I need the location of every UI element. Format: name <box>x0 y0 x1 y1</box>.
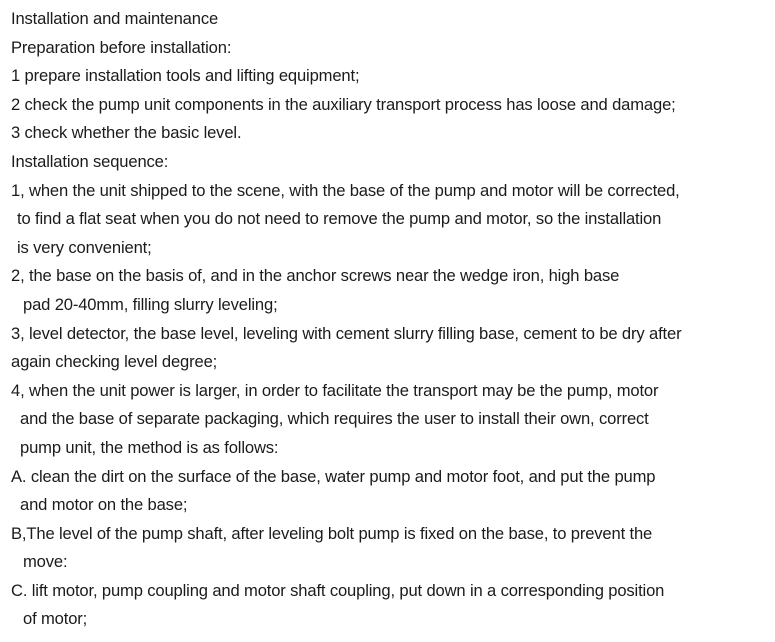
text-line: pump unit, the method is as follows: <box>20 437 279 457</box>
text-line: to find a flat seat when you do not need to remove the pump and motor, so the installation <box>17 209 662 229</box>
text-line: is very convenient; <box>17 237 152 257</box>
text-line: 1 prepare installation tools and lifting equipment; <box>11 66 360 86</box>
text-line: 2, the base on the basis of, and in the anchor screws near the wedge iron, high base <box>11 266 620 286</box>
text-line: again checking level degree; <box>11 352 218 372</box>
text-line: Preparation before installation: <box>11 37 232 57</box>
text-line: C. lift motor, pump coupling and motor shaft coupling, put down in a corresponding position <box>11 580 665 600</box>
text-line: and the base of separate packaging, which requires the user to install their own, correct <box>20 409 649 429</box>
text-line: of motor; <box>23 609 88 629</box>
text-line: 2 check the pump unit components in the auxiliary transport process has loose and damage; <box>11 94 676 114</box>
text-line: 3 check whether the basic level. <box>11 123 242 143</box>
text-line: 1, when the unit shipped to the scene, with the base of the pump and motor will be corrected, <box>11 180 680 200</box>
text-line: move: <box>23 552 68 572</box>
text-line: and motor on the base; <box>20 495 188 515</box>
text-line: B,The level of the pump shaft, after leveling bolt pump is fixed on the base, to prevent the <box>11 523 653 543</box>
text-line: 3, level detector, the base level, leveling with cement slurry filling base, cement to be dry after <box>11 323 682 343</box>
document-heading: Installation and maintenance <box>11 9 219 28</box>
text-line: A. clean the dirt on the surface of the base, water pump and motor foot, and put the pump <box>11 466 656 486</box>
text-line: 4, when the unit power is larger, in order to facilitate the transport may be the pump, motor <box>11 380 659 400</box>
text-line: pad 20-40mm, filling slurry leveling; <box>23 294 278 314</box>
text-line: Installation sequence: <box>11 151 169 171</box>
